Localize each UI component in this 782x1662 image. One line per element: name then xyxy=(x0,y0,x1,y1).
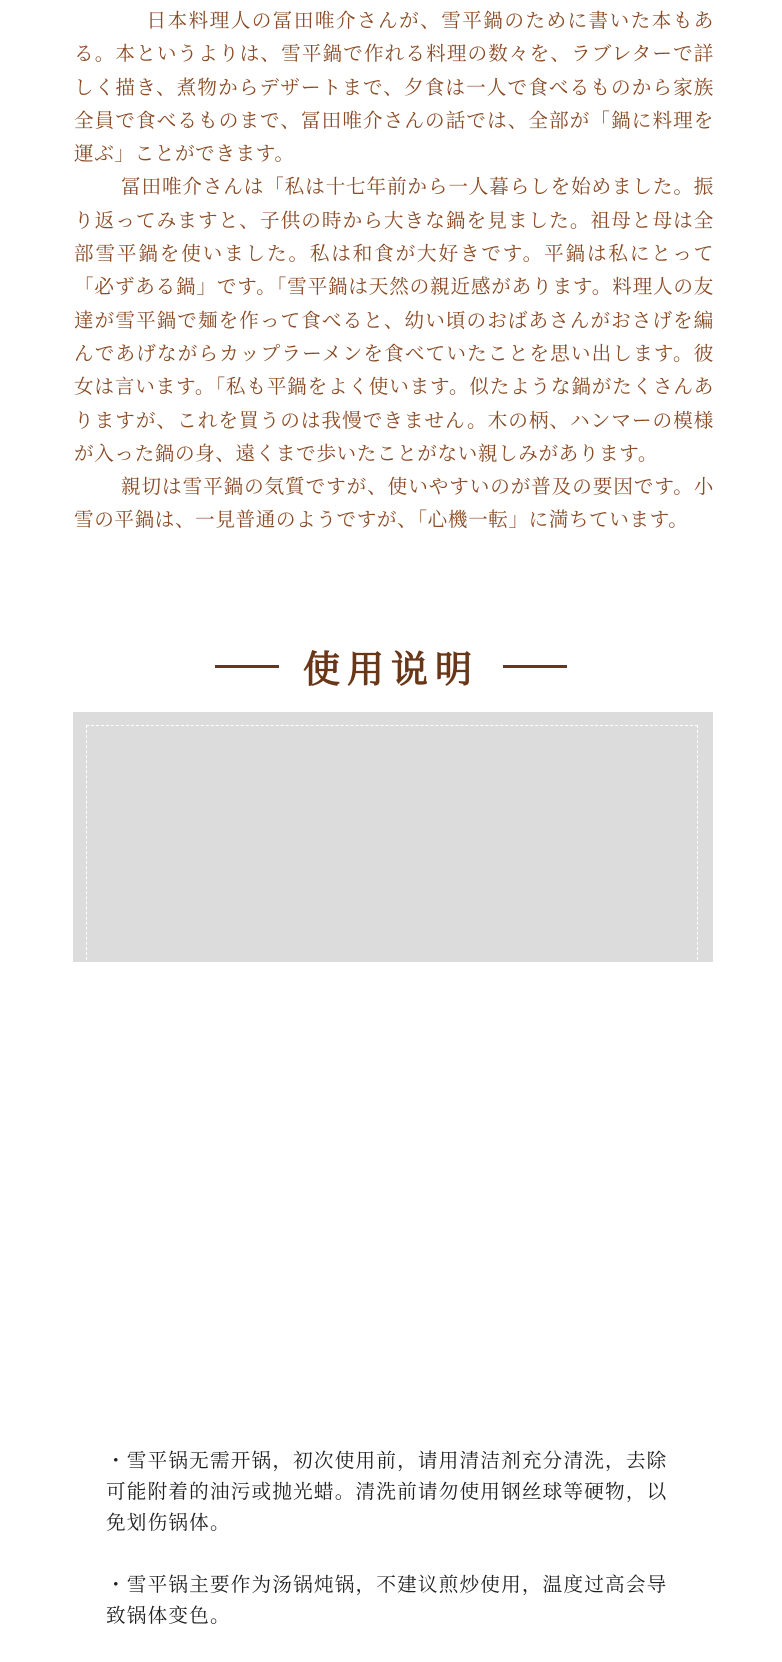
intro-text xyxy=(74,4,714,537)
usage-list xyxy=(106,1445,686,1662)
usage-title: 使用说明 xyxy=(303,647,479,691)
title-line-right xyxy=(503,665,567,668)
usage-dashed-frame xyxy=(86,725,698,965)
title-line-left xyxy=(215,665,279,668)
intro-paragraph-2: 冨田唯介さんは「私は十七年前から一人暮らしを始めました。振り返ってみますと、子供の時から大きな鍋を見ました。祖母と母は全部雪平鍋を使いました。私は和食が大好きです。平鍋は私にとって「必ずある鍋」です。「雪平鍋は天然の親近感があります。料理人の友達が雪平鍋で麺を作って食べると、幼い頃のおばあさんがおさげを編んであげながらカップラーメンを食べていたことを思い出します。彼女は言います。「私も平鍋をよく使います。似たような鍋がたくさんありますが、これを買うのは我慢できません。木の柄、ハンマーの模様が入った鍋の身、遠くまで歩いたことがない親しみがあります。 xyxy=(74,175,714,465)
usage-item-1: ・雪平锅无需开锅，初次使用前，请用清洁剂充分清洗，去除可能附着的油污或抛光蜡。清洗前请勿使用钢丝球等硬物，以免划伤锅体。 xyxy=(106,1449,668,1534)
usage-item-2: ・雪平锅主要作为汤锅炖锅，不建议煎炒使用，温度过高会导致锅体变色。 xyxy=(106,1573,668,1627)
intro-paragraph-1: 日本料理人の冨田唯介さんが、雪平鍋のために書いた本もある。本というよりは、雪平鍋で作れる料理の数々を、ラブレターで詳しく描き、煮物からデザートまで、夕食は一人で食べるものから家族全員で食べるものまで、冨田唯介さんの話では、全部が「鍋に料理を運ぶ」ことができます。 xyxy=(74,9,714,166)
usage-section-heading xyxy=(0,636,782,696)
intro-paragraph-3: 親切は雪平鍋の気質ですが、使いやすいのが普及の要因です。小雪の平鍋は、一見普通のようですが、「心機一転」に満ちています。 xyxy=(74,475,714,532)
usage-box xyxy=(73,712,713,1627)
